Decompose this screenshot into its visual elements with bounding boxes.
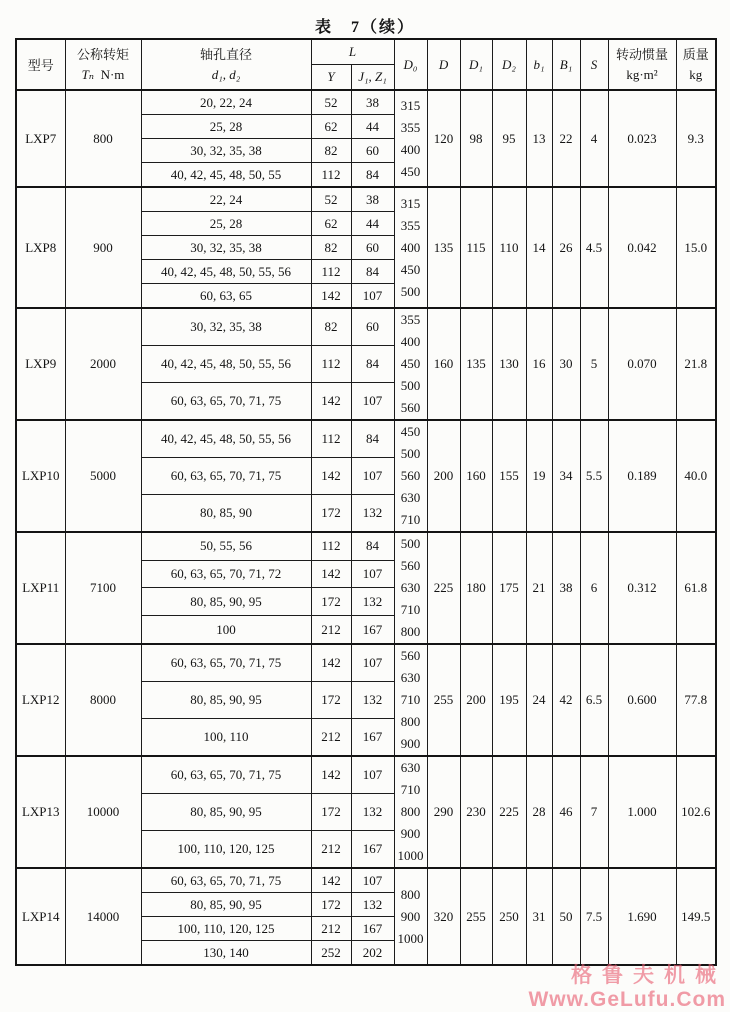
y-cell: 112	[311, 163, 351, 188]
bore-cell: 60, 63, 65	[141, 284, 311, 309]
jz-cell: 107	[351, 756, 394, 794]
mass-cell: 149.5	[676, 868, 716, 965]
bore-cell: 40, 42, 45, 48, 50, 55, 56	[141, 260, 311, 284]
d0-value: 315	[400, 195, 421, 211]
jz-cell: 84	[351, 532, 394, 560]
d0-value: 450	[400, 163, 421, 179]
y-cell: 82	[311, 139, 351, 163]
d0-value: 500	[400, 446, 421, 461]
b1-upper-cell: 46	[552, 756, 580, 868]
d0-value: 900	[400, 826, 421, 841]
b1-lower-cell: 28	[526, 756, 552, 868]
jz-cell: 107	[351, 284, 394, 309]
jz-cell: 132	[351, 588, 394, 616]
d1-cell: 115	[460, 187, 492, 308]
y-cell: 112	[311, 260, 351, 284]
jz-cell: 38	[351, 90, 394, 115]
jz-cell: 44	[351, 212, 394, 236]
jz-cell: 202	[351, 941, 394, 966]
s-cell: 4.5	[580, 187, 608, 308]
d0-value: 710	[400, 512, 421, 527]
b1-upper-cell: 42	[552, 644, 580, 756]
s-cell: 5.5	[580, 420, 608, 532]
d0-value: 400	[400, 334, 421, 349]
bore-cell: 100, 110, 120, 125	[141, 830, 311, 868]
jz-cell: 60	[351, 308, 394, 346]
table-body	[16, 90, 716, 965]
header-JZ: J₁, Z₁	[351, 65, 394, 91]
bore-cell: 100	[141, 616, 311, 644]
header-mass-unit: kg	[689, 66, 703, 82]
header-bore	[141, 39, 311, 90]
d0-cell	[394, 756, 427, 868]
d-cell: 320	[427, 868, 460, 965]
d2-cell: 110	[492, 187, 526, 308]
watermark-url: Www.GeLufu.Com	[528, 988, 726, 1011]
jz-cell: 84	[351, 260, 394, 284]
bore-cell: 80, 85, 90, 95	[141, 588, 311, 616]
y-cell: 112	[311, 532, 351, 560]
jz-cell: 167	[351, 616, 394, 644]
y-cell: 62	[311, 212, 351, 236]
torque-cell: 5000	[65, 420, 141, 532]
d0-value: 1000	[397, 930, 424, 946]
d2-cell: 250	[492, 868, 526, 965]
bore-cell: 80, 85, 90, 95	[141, 794, 311, 831]
y-cell: 142	[311, 756, 351, 794]
d-cell: 135	[427, 187, 460, 308]
jz-cell: 60	[351, 139, 394, 163]
model-cell: LXP7	[16, 90, 65, 187]
model-cell: LXP10	[16, 420, 65, 532]
header-torque-unit-line: Tₙ N·m	[81, 66, 125, 82]
y-cell: 172	[311, 794, 351, 831]
d0-value: 800	[400, 714, 421, 729]
mass-cell: 77.8	[676, 644, 716, 756]
d0-value: 560	[400, 648, 421, 663]
y-cell: 142	[311, 458, 351, 495]
inertia-cell: 1.690	[608, 868, 676, 965]
d0-cell	[394, 532, 427, 644]
d1-cell: 160	[460, 420, 492, 532]
b1-upper-cell: 30	[552, 308, 580, 420]
bore-cell: 100, 110	[141, 718, 311, 756]
d1-cell: 180	[460, 532, 492, 644]
d0-value: 800	[400, 624, 421, 639]
jz-cell: 167	[351, 830, 394, 868]
bore-cell: 50, 55, 56	[141, 532, 311, 560]
d1-cell: 200	[460, 644, 492, 756]
d0-cell	[394, 644, 427, 756]
bore-cell: 25, 28	[141, 115, 311, 139]
header-Y: Y	[311, 65, 351, 91]
d-cell: 120	[427, 90, 460, 187]
b1-upper-cell: 26	[552, 187, 580, 308]
bore-cell: 30, 32, 35, 38	[141, 139, 311, 163]
header-torque-label: 公称转矩	[76, 47, 129, 62]
y-cell: 82	[311, 308, 351, 346]
y-cell: 212	[311, 616, 351, 644]
b1-lower-cell: 19	[526, 420, 552, 532]
y-cell: 142	[311, 284, 351, 309]
b1-lower-cell: 16	[526, 308, 552, 420]
bore-cell: 40, 42, 45, 48, 50, 55	[141, 163, 311, 188]
bore-cell: 60, 63, 65, 70, 71, 75	[141, 644, 311, 682]
b1-upper-cell: 50	[552, 868, 580, 965]
inertia-cell: 0.023	[608, 90, 676, 187]
inertia-cell: 1.000	[608, 756, 676, 868]
d0-value: 800	[400, 886, 421, 902]
header-model: 型号	[16, 39, 65, 90]
mass-cell: 9.3	[676, 90, 716, 187]
s-cell: 7	[580, 756, 608, 868]
bore-cell: 80, 85, 90	[141, 494, 311, 532]
watermark	[528, 964, 726, 1012]
bore-cell: 60, 63, 65, 70, 71, 75	[141, 382, 311, 420]
bore-cell: 25, 28	[141, 212, 311, 236]
d0-value: 355	[400, 312, 421, 327]
d0-value: 450	[400, 261, 421, 277]
d0-value: 630	[400, 490, 421, 505]
d0-value: 560	[400, 468, 421, 483]
jz-cell: 107	[351, 458, 394, 495]
y-cell: 212	[311, 830, 351, 868]
mass-cell: 21.8	[676, 308, 716, 420]
s-cell: 7.5	[580, 868, 608, 965]
d0-value: 355	[400, 217, 421, 233]
d0-value: 500	[400, 378, 421, 393]
header-inertia-label: 转动惯量	[616, 47, 669, 62]
y-cell: 172	[311, 682, 351, 719]
jz-cell: 132	[351, 494, 394, 532]
header-D2: D₂	[492, 39, 526, 90]
jz-cell: 167	[351, 917, 394, 941]
jz-cell: 38	[351, 187, 394, 212]
model-cell: LXP11	[16, 532, 65, 644]
d1-cell: 135	[460, 308, 492, 420]
header-bore-symbols: d₁, d₂	[211, 66, 241, 82]
bore-cell: 40, 42, 45, 48, 50, 55, 56	[141, 346, 311, 383]
bore-cell: 60, 63, 65, 70, 71, 75	[141, 458, 311, 495]
jz-cell: 167	[351, 718, 394, 756]
d0-value: 900	[400, 736, 421, 751]
header-L: L	[311, 39, 394, 65]
d-cell: 255	[427, 644, 460, 756]
d2-cell: 175	[492, 532, 526, 644]
y-cell: 52	[311, 90, 351, 115]
y-cell: 252	[311, 941, 351, 966]
bore-cell: 80, 85, 90, 95	[141, 682, 311, 719]
b1-lower-cell: 31	[526, 868, 552, 965]
d-cell: 160	[427, 308, 460, 420]
torque-cell: 10000	[65, 756, 141, 868]
d0-value: 1000	[397, 848, 424, 863]
bore-cell: 22, 24	[141, 187, 311, 212]
header-inertia-unit: kg·m²	[626, 66, 658, 82]
b1-upper-cell: 38	[552, 532, 580, 644]
d0-value: 800	[400, 804, 421, 819]
inertia-cell: 0.600	[608, 644, 676, 756]
bore-cell: 30, 32, 35, 38	[141, 236, 311, 260]
b1-upper-cell: 34	[552, 420, 580, 532]
y-cell: 142	[311, 868, 351, 893]
d0-value: 500	[400, 283, 421, 299]
d0-value: 710	[400, 692, 421, 707]
bore-cell: 60, 63, 65, 70, 71, 75	[141, 756, 311, 794]
bore-cell: 80, 85, 90, 95	[141, 893, 311, 917]
model-cell: LXP8	[16, 187, 65, 308]
y-cell: 212	[311, 718, 351, 756]
d0-value: 560	[400, 558, 421, 573]
model-cell: LXP13	[16, 756, 65, 868]
d1-cell: 230	[460, 756, 492, 868]
watermark-brand: 格鲁夫机械	[571, 964, 726, 987]
s-cell: 5	[580, 308, 608, 420]
header-D: D	[427, 39, 460, 90]
d0-value: 450	[400, 356, 421, 371]
d-cell: 290	[427, 756, 460, 868]
d0-value: 450	[400, 424, 421, 439]
d-cell: 225	[427, 532, 460, 644]
header-b1: b₁	[526, 39, 552, 90]
jz-cell: 107	[351, 560, 394, 588]
d-cell: 200	[427, 420, 460, 532]
bore-cell: 30, 32, 35, 38	[141, 308, 311, 346]
y-cell: 112	[311, 420, 351, 458]
jz-cell: 84	[351, 346, 394, 383]
y-cell: 82	[311, 236, 351, 260]
header-mass	[676, 39, 716, 90]
s-cell: 6	[580, 532, 608, 644]
y-cell: 212	[311, 917, 351, 941]
b1-upper-cell: 22	[552, 90, 580, 187]
b1-lower-cell: 13	[526, 90, 552, 187]
d0-value: 900	[400, 908, 421, 924]
b1-lower-cell: 24	[526, 644, 552, 756]
torque-cell: 8000	[65, 644, 141, 756]
jz-cell: 132	[351, 794, 394, 831]
jz-cell: 132	[351, 682, 394, 719]
header-B1: B₁	[552, 39, 580, 90]
bore-cell: 20, 22, 24	[141, 90, 311, 115]
d0-cell	[394, 187, 427, 308]
b1-lower-cell: 14	[526, 187, 552, 308]
d0-value: 400	[400, 239, 421, 255]
y-cell: 142	[311, 644, 351, 682]
y-cell: 112	[311, 346, 351, 383]
header-bore-label: 轴孔直径	[199, 47, 252, 62]
d0-cell	[394, 308, 427, 420]
torque-cell: 14000	[65, 868, 141, 965]
jz-cell: 84	[351, 420, 394, 458]
y-cell: 172	[311, 588, 351, 616]
inertia-cell: 0.042	[608, 187, 676, 308]
mass-cell: 61.8	[676, 532, 716, 644]
torque-cell: 7100	[65, 532, 141, 644]
d0-value: 630	[400, 670, 421, 685]
jz-cell: 60	[351, 236, 394, 260]
s-cell: 6.5	[580, 644, 608, 756]
inertia-cell: 0.070	[608, 308, 676, 420]
jz-cell: 44	[351, 115, 394, 139]
inertia-cell: 0.189	[608, 420, 676, 532]
jz-cell: 107	[351, 868, 394, 893]
torque-cell: 2000	[65, 308, 141, 420]
inertia-cell: 0.312	[608, 532, 676, 644]
bore-cell: 40, 42, 45, 48, 50, 55, 56	[141, 420, 311, 458]
jz-cell: 84	[351, 163, 394, 188]
d0-value: 710	[400, 782, 421, 797]
d0-value: 355	[400, 119, 421, 135]
header-S: S	[580, 39, 608, 90]
y-cell: 142	[311, 560, 351, 588]
jz-cell: 107	[351, 644, 394, 682]
model-cell: LXP9	[16, 308, 65, 420]
bore-cell: 60, 63, 65, 70, 71, 75	[141, 868, 311, 893]
d2-cell: 130	[492, 308, 526, 420]
mass-cell: 15.0	[676, 187, 716, 308]
bore-cell: 130, 140	[141, 941, 311, 966]
d2-cell: 225	[492, 756, 526, 868]
d0-value: 500	[400, 536, 421, 551]
header-torque	[65, 39, 141, 90]
mass-cell: 102.6	[676, 756, 716, 868]
b1-lower-cell: 21	[526, 532, 552, 644]
d0-value: 400	[400, 141, 421, 157]
y-cell: 62	[311, 115, 351, 139]
bore-cell: 100, 110, 120, 125	[141, 917, 311, 941]
d2-cell: 195	[492, 644, 526, 756]
coupling-spec-table	[15, 38, 717, 966]
torque-cell: 800	[65, 90, 141, 187]
header-D0: D₀	[394, 39, 427, 90]
header-inertia	[608, 39, 676, 90]
jz-cell: 132	[351, 893, 394, 917]
d0-cell	[394, 868, 427, 965]
d0-value: 315	[400, 97, 421, 113]
bore-cell: 60, 63, 65, 70, 71, 72	[141, 560, 311, 588]
d0-value: 710	[400, 602, 421, 617]
d2-cell: 155	[492, 420, 526, 532]
table-title: 表 7（续）	[314, 19, 415, 36]
model-cell: LXP12	[16, 644, 65, 756]
torque-cell: 900	[65, 187, 141, 308]
model-cell: LXP14	[16, 868, 65, 965]
y-cell: 52	[311, 187, 351, 212]
header-mass-label: 质量	[682, 47, 709, 62]
d0-value: 560	[400, 400, 421, 415]
d0-cell	[394, 420, 427, 532]
s-cell: 4	[580, 90, 608, 187]
d0-cell	[394, 90, 427, 187]
d0-value: 630	[400, 580, 421, 595]
y-cell: 172	[311, 494, 351, 532]
y-cell: 142	[311, 382, 351, 420]
d1-cell: 255	[460, 868, 492, 965]
y-cell: 172	[311, 893, 351, 917]
d0-value: 630	[400, 760, 421, 775]
mass-cell: 40.0	[676, 420, 716, 532]
d2-cell: 95	[492, 90, 526, 187]
d1-cell: 98	[460, 90, 492, 187]
jz-cell: 107	[351, 382, 394, 420]
header-D1: D₁	[460, 39, 492, 90]
